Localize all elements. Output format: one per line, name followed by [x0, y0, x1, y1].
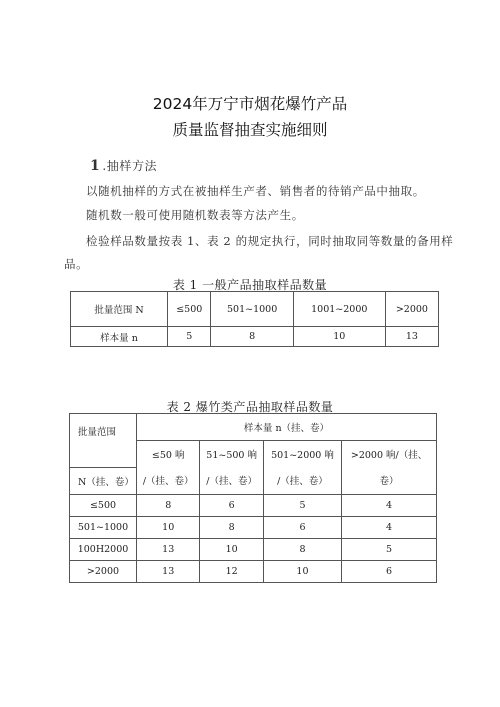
table-corner-bottom: N（挂、卷）: [70, 467, 137, 494]
table1-caption: 表 1 一般产品抽取样品数量: [172, 278, 328, 292]
table-subheader: >2000 响/（挂、: [342, 441, 437, 468]
table-cell: 5: [342, 538, 437, 560]
section-number: 1: [90, 158, 101, 174]
table-cell: 501~1000: [70, 516, 137, 538]
table-cell: >2000: [70, 560, 137, 582]
table-cell: 8: [137, 494, 200, 516]
document-title-line1: 2024年万宁市烟花爆竹产品: [152, 95, 348, 113]
paragraph-sampling-method: 以随机抽样的方式在被抽样生产者、销售者的待销产品中抽取。: [86, 184, 425, 198]
section-heading-text: .抽样方法: [102, 159, 158, 173]
paragraph-sample-quantity: 检验样品数量按表 1、表 2 的规定执行，同时抽取同等数量的备用样: [86, 234, 454, 248]
table-cell: 6: [263, 516, 341, 538]
paragraph-random-number: 随机数一般可使用随机数表等方法产生。: [86, 208, 304, 222]
table-subheader-unit: 卷）: [342, 467, 437, 494]
table-cell: 13: [385, 327, 438, 347]
table-cell: ≤500: [168, 292, 211, 327]
table-cell: 样本量 n: [71, 327, 168, 347]
table-cell: 10: [200, 538, 263, 560]
table2-caption: 表 2 爆竹类产品抽取样品数量: [166, 400, 334, 414]
table-group-header: 样本量 n（挂、卷）: [137, 414, 437, 441]
paragraph-sample-quantity-cont: 品。: [64, 257, 89, 271]
table-row: [71, 327, 439, 347]
document-title-line2: 质量监督抽查实施细则: [172, 121, 328, 139]
table-subheader-unit: /（挂、卷）: [200, 467, 263, 494]
table-cell: 6: [342, 560, 437, 582]
table-cell: 13: [137, 538, 200, 560]
table-subheader: ≤50 响: [137, 441, 200, 468]
table-cell: 12: [200, 560, 263, 582]
table-row: [70, 516, 437, 538]
table-cell: 4: [342, 516, 437, 538]
table-cell: 5: [168, 327, 211, 347]
table-row: [70, 467, 437, 494]
table-corner-top: 批量范围: [70, 414, 137, 468]
table-firecracker-products: [69, 413, 437, 583]
table-cell: 5: [263, 494, 341, 516]
table-subheader: 51~500 响: [200, 441, 263, 468]
table-cell: ≤500: [70, 494, 137, 516]
table-cell: 10: [263, 560, 341, 582]
table-cell: 1001~2000: [293, 292, 385, 327]
table-subheader: 501~2000 响: [263, 441, 341, 468]
table-cell: 6: [200, 494, 263, 516]
table-cell: 8: [200, 516, 263, 538]
table-cell: 8: [211, 327, 293, 347]
table-subheader-unit: /（挂、卷）: [137, 467, 200, 494]
table-row: [70, 560, 437, 582]
table-cell: 4: [342, 494, 437, 516]
table-general-products: [70, 291, 439, 347]
table-cell: 13: [137, 560, 200, 582]
section-heading: [90, 157, 157, 174]
table-cell: 100H2000: [70, 538, 137, 560]
table-cell: >2000: [385, 292, 438, 327]
table-row: [70, 538, 437, 560]
table-cell: 批量范围 N: [71, 292, 168, 327]
table-row: [70, 494, 437, 516]
table-cell: 10: [137, 516, 200, 538]
table-row: [71, 292, 439, 327]
table-cell: 8: [263, 538, 341, 560]
table-cell: 10: [293, 327, 385, 347]
table-subheader-unit: /（挂、卷）: [263, 467, 341, 494]
table-row: [70, 414, 437, 441]
table-cell: 501~1000: [211, 292, 293, 327]
